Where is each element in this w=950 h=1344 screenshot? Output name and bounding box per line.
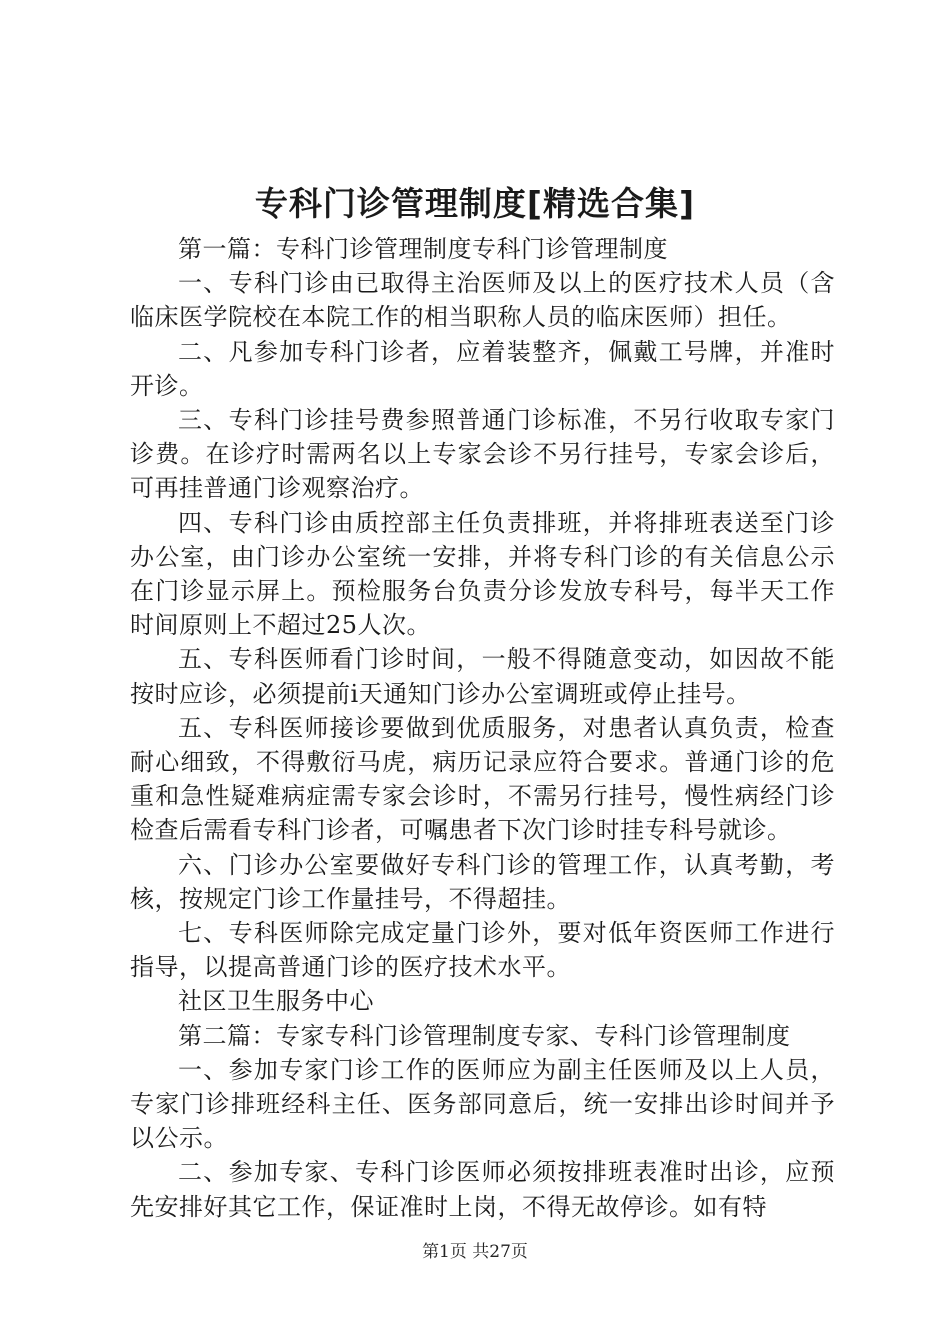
paragraph-item-3: 三、专科门诊挂号费参照普通门诊标准，不另行收取专家门诊费。在诊疗时需两名以上专家会诊不另行挂号，专家会诊后，可再挂普通门诊观察治疗。 bbox=[130, 406, 835, 503]
paragraph-part2-heading: 第二篇：专家专科门诊管理制度专家、专科门诊管理制度 bbox=[178, 1021, 791, 1050]
document-body bbox=[130, 232, 835, 1224]
paragraph-item-1: 一、专科门诊由已取得主治医师及以上的医疗技术人员（含临床医学院校在本院工作的相当职称人员的临床医师）担任。 bbox=[130, 269, 835, 332]
paragraph-part1-heading: 第一篇：专科门诊管理制度专科门诊管理制度 bbox=[178, 235, 668, 263]
paragraph-item-5b: 五、专科医师接诊要做到优质服务，对患者认真负责，检查耐心细致，不得敷衍马虎，病历记录应符合要求。普通门诊的危重和急性疑难病症需专家会诊时，不需另行挂号，慢性病经门诊检查后需看专科门诊者，可嘱患者下次门诊时挂专科号就诊。 bbox=[130, 713, 835, 845]
paragraph-part2-item-2: 二、参加专家、专科门诊医师必须按排班表准时出诊，应预先安排好其它工作，保证准时上岗，不得无故停诊。如有特 bbox=[130, 1158, 835, 1221]
paragraph-part2-item-1: 一、参加专家门诊工作的医师应为副主任医师及以上人员，专家门诊排班经科主任、医务部同意后，统一安排出诊时间并予以公示。 bbox=[130, 1055, 835, 1153]
paragraph-signature: 社区卫生服务中心 bbox=[178, 987, 374, 1016]
paragraph-item-5a: 五、专科医师看门诊时间，一般不得随意变动，如因故不能按时应诊，必须提前i天通知门诊办公室调班或停止挂号。 bbox=[130, 645, 835, 708]
paragraph-item-4: 四、专科门诊由质控部主任负责排班，并将排班表送至门诊办公室，由门诊办公室统一安排，并将专科门诊的有关信息公示在门诊显示屏上。预检服务台负责分诊发放专科号，每半天工作时间原则上不超过25人次。 bbox=[130, 508, 835, 640]
paragraph-item-6: 六、门诊办公室要做好专科门诊的管理工作，认真考勤，考核，按规定门诊工作量挂号，不得超挂。 bbox=[130, 850, 835, 913]
page-footer: 第1页 共27页 bbox=[422, 1242, 528, 1262]
paragraph-item-2: 二、凡参加专科门诊者，应着装整齐，佩戴工号牌，并准时开诊。 bbox=[130, 337, 835, 400]
paragraph-item-7: 七、专科医师除完成定量门诊外，要对低年资医师工作进行指导，以提高普通门诊的医疗技术水平。 bbox=[130, 919, 835, 982]
document-title: 专科门诊管理制度[精选合集] bbox=[254, 184, 696, 223]
